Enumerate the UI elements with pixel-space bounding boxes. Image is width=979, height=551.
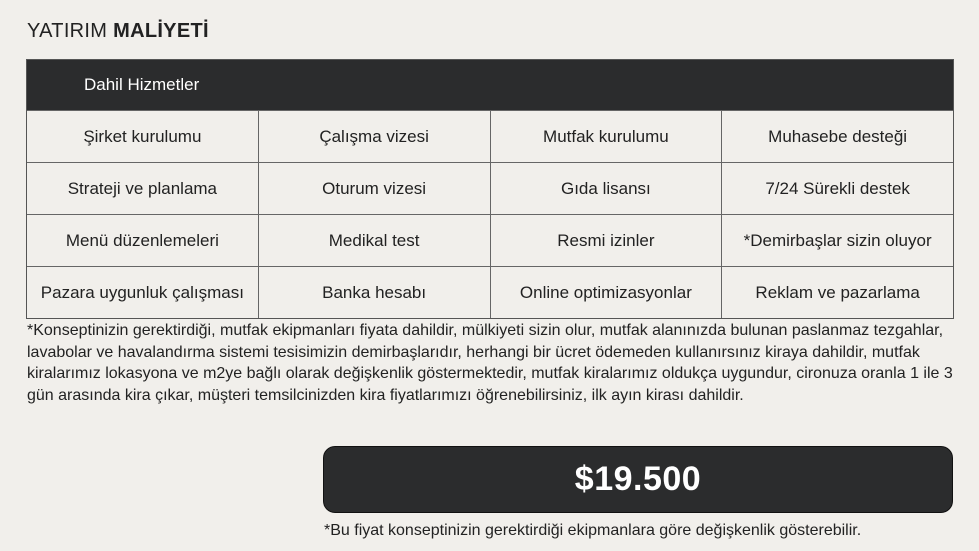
table-cell: Resmi izinler — [490, 215, 722, 266]
table-row — [27, 214, 953, 266]
table-cell: Mutfak kurulumu — [490, 111, 722, 162]
price-box — [323, 446, 953, 513]
table-cell: Reklam ve pazarlama — [721, 267, 953, 318]
price-footnote: *Bu fiyat konseptinizin gerektirdiği ekipmanlara göre değişkenlik gösterebilir. — [324, 522, 862, 539]
table-cell: 7/24 Sürekli destek — [721, 163, 953, 214]
page-title-bold: MALİYETİ — [113, 20, 209, 42]
price-value: $19.500 — [574, 460, 702, 498]
table-cell: Pazara uygunluk çalışması — [40, 282, 244, 302]
table-cell: Şirket kurulumu — [83, 126, 202, 146]
table-row — [27, 110, 953, 162]
table-row — [27, 162, 953, 214]
table-cell: Medikal test — [258, 215, 490, 266]
table-cell: Oturum vizesi — [258, 163, 490, 214]
page-title — [27, 20, 209, 43]
table-cell: *Demirbaşlar sizin oluyor — [721, 215, 953, 266]
page-title-light: YATIRIM — [27, 20, 114, 42]
table-cell: Menü düzenlemeleri — [65, 230, 219, 250]
table-cell: Çalışma vizesi — [258, 111, 490, 162]
table-cell: Muhasebe desteği — [721, 111, 953, 162]
table-cell: Gıda lisansı — [490, 163, 722, 214]
table-cell: Online optimizasyonlar — [490, 267, 722, 318]
table-row — [27, 266, 953, 318]
services-table — [26, 59, 954, 319]
services-table-heading: Dahil Hizmetler — [27, 60, 953, 110]
table-cell: Strateji ve planlama — [67, 178, 218, 198]
table-cell: Banka hesabı — [258, 267, 490, 318]
equipment-note: *Konseptinizin gerektirdiği, mutfak ekipmanları fiyata dahildir, mülkiyeti sizin olur, mutfak alanınızda bulunan paslanmaz tezgahlar, lavabolar ve havalandırma sistemi tesisimizin demirbaşlarıdır, herhangi bir ücret ödemeden kullanırsınız kiraya dahildir, mutfak kiralarımız lokasyona ve m2ye bağlı olarak değişkenlik göstermektedir, mutfak kiralarımız oldukça uygundur, cironuza oranla 1 ile 3 gün arasında kira çıkar, müşteri temsilcinizden kira fiyatlarımızı öğrenebilirsiniz, ilk ayın kirası dahildir. — [27, 322, 953, 404]
